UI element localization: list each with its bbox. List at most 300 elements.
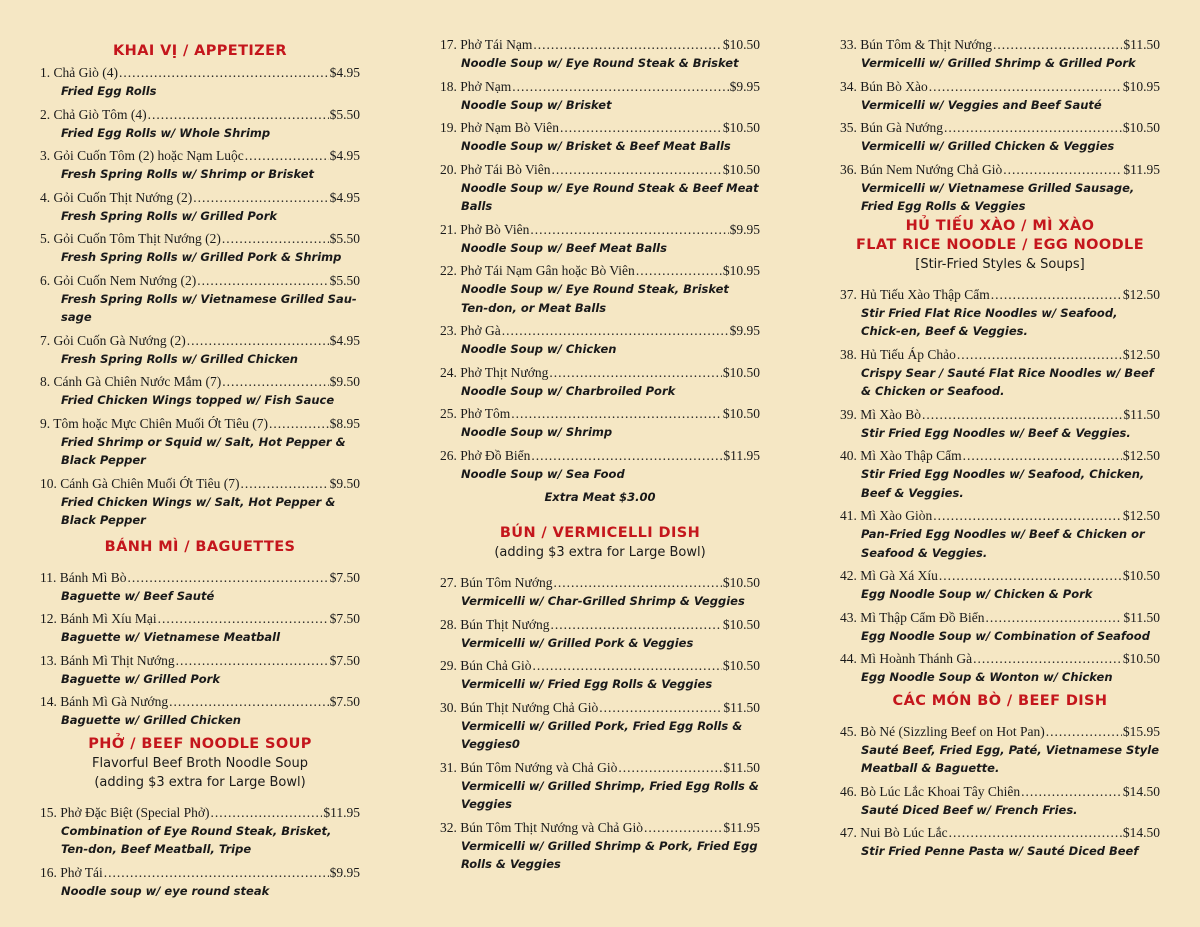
section-title-pho: PHỞ / BEEF NOODLE SOUP (88, 735, 312, 752)
menu-item-price: $11.95 (723, 819, 760, 835)
menu-item-name: 5. Gỏi Cuốn Tôm Thịt Nướng (2) (40, 231, 221, 246)
menu-item-line (40, 373, 360, 391)
menu-item-name: 33. Bún Tôm & Thịt Nướng (840, 37, 992, 52)
menu-item (40, 652, 360, 689)
menu-item (40, 106, 360, 143)
menu-item-line (40, 610, 360, 628)
menu-item (40, 693, 360, 730)
menu-item-line (40, 864, 360, 882)
menu-item-line (40, 332, 360, 350)
menu-item (40, 569, 360, 606)
menu-item-description: Fried Egg Rolls (61, 84, 157, 98)
menu-item (40, 272, 360, 327)
menu-item-description: Combination of Eye Round Steak, Brisket, Ten-don, Beef Meatball, Tripe (61, 823, 332, 856)
dot-leader (148, 106, 329, 124)
dot-leader (241, 475, 329, 493)
menu-item-name: 30. Bún Thịt Nướng Chả Giò (440, 699, 599, 715)
menu-item-price: $5.50 (329, 272, 360, 288)
menu-item-price: $12.50 (1122, 346, 1160, 362)
section-title-banh-mi: BÁNH MÌ / BAGUETTES (104, 538, 296, 555)
dot-leader (533, 657, 722, 675)
dot-leader (530, 221, 728, 239)
menu-item-line (840, 161, 1160, 179)
menu-item-description: Vermicelli w/ Grilled Shrimp & Grilled Pork (861, 56, 1136, 70)
menu-item (440, 699, 760, 754)
menu-item-price: $10.50 (722, 37, 760, 52)
menu-item-description: Fried Egg Rolls w/ Whole Shrimp (61, 125, 271, 140)
dot-leader (1003, 161, 1122, 179)
menu-item (840, 824, 1160, 861)
menu-item-line (40, 230, 360, 248)
menu-item-description: Sauté Beef, Fried Egg, Paté, Vietnamese Style Meatball & Baguette. (861, 742, 1160, 775)
menu-item-line (440, 819, 760, 837)
pho-large-bowl-note: (adding $3 extra for Large Bowl) (94, 774, 306, 790)
menu-item-description: Noodle Soup w/ Brisket & Beef Meat Balls (461, 139, 731, 153)
menu-item-name: 7. Gỏi Cuốn Gà Nướng (2) (40, 332, 186, 348)
noodle-styles-note: [Stir-Fried Styles & Soups] (915, 256, 1085, 272)
menu-item-price: $4.95 (329, 189, 360, 205)
menu-item-line (440, 119, 760, 137)
menu-item-price: $10.95 (722, 263, 760, 278)
menu-item (440, 574, 760, 611)
menu-item (840, 36, 1160, 73)
pho-list-part-1 (40, 804, 360, 901)
dot-leader (531, 447, 722, 465)
menu-item-name: 2. Chả Giò Tôm (4) (40, 106, 147, 122)
menu-item-price: $4.95 (329, 332, 360, 348)
menu-item-description: Fresh Spring Rolls w/ Vietnamese Grilled Sau-sage (61, 291, 357, 324)
menu-item-price: $10.50 (722, 120, 760, 135)
menu-item (840, 78, 1160, 115)
menu-item (440, 161, 760, 216)
pho-subtitle: Flavorful Beef Broth Noodle Soup (92, 755, 308, 771)
menu-item (840, 783, 1160, 820)
dot-leader (986, 609, 1123, 627)
menu-item-price: $7.50 (329, 569, 360, 585)
menu-item (40, 415, 360, 470)
dot-leader (158, 610, 329, 628)
menu-item-name: 20. Phở Tái Bò Viên (440, 161, 551, 177)
menu-item-description: Fresh Spring Rolls w/ Shrimp or Brisket (61, 167, 315, 181)
dot-leader (169, 693, 329, 711)
menu-item (440, 657, 760, 694)
menu-item-description: Vermicelli w/ Grilled Pork, Fried Egg Rolls & Veggies0 (461, 718, 743, 751)
menu-item-line (40, 569, 360, 587)
menu-item-name: 8. Cánh Gà Chiên Nước Mắm (7) (40, 374, 222, 389)
menu-item-description: Fresh Spring Rolls w/ Grilled Pork & Shrimp (61, 250, 342, 264)
menu-item-description: Vermicelli w/ Grilled Shrimp, Fried Egg Rolls & Veggies (461, 778, 759, 811)
menu-item-price: $11.50 (723, 759, 760, 775)
menu-item-description: Baguette w/ Grilled Pork (61, 671, 220, 686)
menu-column-3 (840, 36, 1160, 866)
menu-item-line (440, 447, 760, 465)
menu-item-name: 13. Bánh Mì Thịt Nướng (40, 652, 175, 668)
menu-item-line (440, 262, 760, 280)
menu-item (40, 64, 360, 101)
menu-item-description: Fried Chicken Wings topped w/ Fish Sauce (61, 393, 335, 407)
menu-item-line (840, 78, 1160, 96)
menu-item (40, 610, 360, 647)
dot-leader (549, 364, 722, 382)
menu-item (840, 650, 1160, 687)
menu-item (440, 262, 760, 317)
menu-item-price: $9.95 (729, 221, 760, 237)
menu-item-line (40, 64, 360, 82)
dot-leader (533, 36, 721, 54)
menu-item-name: 3. Gỏi Cuốn Tôm (2) hoặc Nạm Luộc (40, 148, 244, 163)
menu-item (40, 373, 360, 410)
menu-item-line (40, 106, 360, 124)
menu-item-price: $11.50 (1123, 406, 1160, 422)
menu-item-price: $12.50 (1122, 286, 1160, 302)
dot-leader (560, 119, 722, 137)
menu-item-name: 17. Phở Tái Nạm (440, 37, 533, 52)
section-title-appetizer: KHAI VỊ / APPETIZER (113, 43, 287, 59)
menu-item-name: 27. Bún Tôm Nướng (440, 575, 553, 590)
menu-item-name: 11. Bánh Mì Bò (40, 569, 127, 585)
dot-leader (939, 567, 1122, 585)
menu-item-description: Stir Fried Flat Rice Noodles w/ Seafood, Chick-en, Beef & Veggies. (861, 305, 1118, 338)
menu-item-name: 41. Mì Xào Giòn (840, 508, 933, 523)
menu-item-price: $10.50 (722, 658, 760, 673)
menu-item-line (840, 824, 1160, 842)
menu-item-description: Vermicelli w/ Fried Egg Rolls & Veggies (461, 677, 713, 691)
menu-item-line (440, 574, 760, 592)
menu-item-line (440, 36, 760, 54)
menu-item-name: 25. Phở Tôm (440, 406, 511, 421)
menu-item-name: 45. Bò Né (Sizzling Beef on Hot Pan) (840, 723, 1045, 739)
menu-item-price: $9.95 (329, 864, 360, 880)
menu-item-line (440, 322, 760, 340)
menu-item-price: $10.50 (722, 161, 760, 177)
menu-item-line (440, 699, 760, 717)
noodle-list (840, 286, 1160, 687)
menu-item (840, 723, 1160, 778)
dot-leader (553, 574, 721, 592)
menu-item-price: $8.95 (329, 415, 360, 431)
menu-item-name: 14. Bánh Mì Gà Nướng (40, 694, 169, 709)
dot-leader (245, 147, 329, 165)
menu-item-price: $11.95 (1123, 161, 1160, 177)
menu-item-description: Noodle Soup w/ Brisket (461, 97, 612, 112)
menu-item-name: 32. Bún Tôm Thịt Nướng và Chả Giò (440, 819, 643, 835)
menu-item-line (840, 507, 1160, 525)
menu-item-description: Noodle Soup w/ Chicken (461, 342, 617, 356)
menu-item-name: 19. Phở Nạm Bò Viên (440, 120, 559, 135)
menu-item-line (440, 616, 760, 634)
menu-item-line (40, 272, 360, 290)
menu-item-description: Egg Noodle Soup & Wonton w/ Chicken (861, 670, 1113, 684)
menu-item (840, 567, 1160, 604)
menu-item-price: $12.50 (1122, 448, 1160, 463)
dot-leader (957, 346, 1122, 364)
menu-item-name: 46. Bò Lúc Lắc Khoai Tây Chiên (840, 783, 1021, 799)
menu-item-price: $9.50 (329, 475, 360, 491)
section-title-bun: BÚN / VERMICELLI DISH (499, 525, 701, 541)
menu-item-description: Fresh Spring Rolls w/ Grilled Chicken (61, 351, 298, 366)
menu-item (840, 609, 1160, 646)
dot-leader (933, 507, 1122, 525)
menu-item-line (40, 693, 360, 711)
menu-item-description: Stir Fried Penne Pasta w/ Sauté Diced Beef (861, 844, 1139, 858)
menu-item-line (440, 78, 760, 96)
menu-item-description: Pan-Fried Egg Noodles w/ Beef & Chicken or Seafood & Veggies. (861, 527, 1145, 560)
menu-item-line (840, 609, 1160, 627)
dot-leader (963, 447, 1122, 465)
menu-item-name: 44. Mì Hoành Thánh Gà (840, 651, 973, 666)
menu-item (840, 507, 1160, 562)
menu-column-2 (440, 36, 760, 879)
menu-item (440, 759, 760, 814)
dot-leader (973, 650, 1122, 668)
menu-item-line (840, 723, 1160, 741)
dot-leader (193, 189, 328, 207)
menu-item-description: Noodle Soup w/ Beef Meat Balls (461, 240, 667, 255)
section-title-noodle: FLAT RICE NOODLE / EGG NOODLE (855, 236, 1145, 253)
dot-leader (176, 652, 329, 670)
menu-item-description: Noodle Soup w/ Charbroiled Pork (461, 383, 676, 398)
menu-item-price: $15.95 (1122, 723, 1160, 739)
menu-item-name: 23. Phở Gà (440, 323, 501, 338)
menu-item (440, 322, 760, 359)
menu-item (440, 819, 760, 874)
menu-item-description: Vermicelli w/ Grilled Chicken & Veggies (861, 139, 1115, 153)
menu-item-description: Crispy Sear / Sauté Flat Rice Noodles w/ Beef & Chicken or Seafood. (861, 365, 1154, 398)
dot-leader (949, 824, 1122, 842)
menu-item-name: 36. Bún Nem Nướng Chả Giò (840, 161, 1003, 177)
menu-item-name: 31. Bún Tôm Nướng và Chả Giò (440, 759, 618, 775)
menu-item-description: Baguette w/ Grilled Chicken (61, 713, 241, 727)
menu-item-price: $10.50 (722, 616, 760, 632)
menu-item-line (840, 783, 1160, 801)
menu-item-price: $14.50 (1122, 825, 1160, 840)
dot-leader (944, 119, 1122, 137)
dot-leader (991, 286, 1122, 304)
dot-leader (618, 759, 722, 777)
menu-item-name: 28. Bún Thịt Nướng (440, 616, 550, 632)
menu-item-price: $11.50 (1123, 609, 1160, 625)
menu-item-price: $9.95 (729, 78, 760, 94)
menu-column-1 (40, 42, 360, 905)
menu-item-line (440, 221, 760, 239)
menu-item-price: $14.50 (1122, 783, 1160, 799)
menu-item-line (40, 804, 360, 822)
menu-item-name: 21. Phở Bò Viên (440, 221, 530, 237)
menu-item-price: $9.95 (729, 323, 760, 338)
dot-leader (128, 569, 329, 587)
menu-item-line (40, 475, 360, 493)
menu-item (840, 161, 1160, 216)
menu-item-line (40, 652, 360, 670)
dot-leader (1021, 783, 1122, 801)
dot-leader (644, 819, 722, 837)
menu-item (40, 475, 360, 530)
menu-item (840, 406, 1160, 443)
menu-item (840, 447, 1160, 502)
beef-list (840, 723, 1160, 861)
menu-item (840, 119, 1160, 156)
menu-item-name: 18. Phở Nạm (440, 78, 512, 94)
menu-item-line (40, 415, 360, 433)
menu-item-line (840, 119, 1160, 137)
menu-item-description: Noodle Soup w/ Sea Food (461, 466, 625, 481)
appetizer-list (40, 64, 360, 530)
menu-item-description: Vermicelli w/ Veggies and Beef Sauté (861, 97, 1102, 112)
menu-item-description: Fresh Spring Rolls w/ Grilled Pork (61, 208, 278, 223)
extra-meat-note: Extra Meat $3.00 (544, 490, 656, 504)
dot-leader (551, 161, 721, 179)
menu-item-line (440, 759, 760, 777)
section-title-hu-tieu: HỦ TIẾU XÀO / MÌ XÀO (905, 217, 1095, 234)
menu-item-name: 43. Mì Thập Cẩm Đồ Biển (840, 609, 985, 625)
menu-item-name: 24. Phở Thịt Nướng (440, 364, 549, 380)
pho-list-part-2 (440, 36, 760, 483)
menu-item-price: $10.95 (1122, 78, 1160, 94)
menu-item-line (40, 147, 360, 165)
menu-item-price: $10.50 (722, 406, 760, 421)
dot-leader (550, 616, 721, 634)
dot-leader (1046, 723, 1122, 741)
bun-list-part-1 (440, 574, 760, 874)
menu-item-price: $4.95 (329, 148, 360, 163)
dot-leader (599, 699, 722, 717)
menu-item-line (440, 161, 760, 179)
dot-leader (929, 78, 1122, 96)
menu-item-description: Sauté Diced Beef w/ French Fries. (861, 802, 1078, 817)
menu-item-price: $7.50 (329, 611, 360, 626)
bun-list-part-2 (840, 36, 1160, 216)
menu-item (440, 405, 760, 442)
menu-item (440, 119, 760, 156)
menu-item-line (840, 346, 1160, 364)
menu-item-name: 6. Gỏi Cuốn Nem Nướng (2) (40, 272, 197, 288)
menu-item-price: $12.50 (1122, 508, 1160, 523)
menu-item (840, 286, 1160, 341)
menu-item (40, 332, 360, 369)
menu-item-description: Noodle Soup w/ Shrimp (461, 425, 613, 439)
menu-item (440, 364, 760, 401)
menu-item-price: $9.50 (329, 374, 360, 389)
dot-leader (119, 64, 329, 82)
dot-leader (269, 415, 329, 433)
menu-item (40, 230, 360, 267)
dot-leader (222, 230, 329, 248)
menu-item-price: $11.50 (723, 699, 760, 715)
menu-item-description: Stir Fried Egg Noodles w/ Beef & Veggies. (861, 425, 1131, 440)
menu-item-line (840, 286, 1160, 304)
bun-large-bowl-note: (adding $3 extra for Large Bowl) (494, 545, 706, 560)
menu-item-description: Baguette w/ Beef Sauté (61, 588, 215, 603)
menu-item-line (440, 657, 760, 675)
menu-item-price: $11.95 (323, 804, 360, 820)
menu-item (440, 616, 760, 653)
banh-mi-list (40, 569, 360, 730)
menu-item-name: 15. Phở Đặc Biệt (Special Phở) (40, 804, 210, 820)
menu-item-name: 1. Chả Giò (4) (40, 65, 118, 80)
menu-item-price: $11.50 (1123, 37, 1160, 52)
menu-item (40, 864, 360, 901)
menu-item (840, 346, 1160, 401)
menu-item-description: Fried Chicken Wings w/ Salt, Hot Pepper & Black Pepper (61, 494, 336, 527)
menu-item-line (440, 364, 760, 382)
menu-item-price: $11.95 (723, 447, 760, 463)
dot-leader (512, 78, 728, 96)
dot-leader (502, 322, 729, 340)
menu-item-line (840, 567, 1160, 585)
menu-item-line (440, 405, 760, 423)
menu-item-price: $10.50 (1122, 120, 1160, 135)
dot-leader (222, 373, 328, 391)
dot-leader (511, 405, 722, 423)
menu-item-name: 35. Bún Gà Nướng (840, 120, 943, 135)
menu-item-name: 38. Hủ Tiếu Áp Chảo (840, 346, 956, 362)
menu-item-description: Vermicelli w/ Vietnamese Grilled Sausage, Fried Egg Rolls & Veggies (861, 180, 1135, 213)
menu-item-line (40, 189, 360, 207)
menu-item-description: Egg Noodle Soup w/ Chicken & Pork (861, 587, 1093, 601)
menu-item (440, 78, 760, 115)
menu-item-description: Stir Fried Egg Noodles w/ Seafood, Chicken, Beef & Veggies. (861, 467, 1145, 500)
menu-item-name: 9. Tôm hoặc Mực Chiên Muối Ớt Tiêu (7) (40, 415, 268, 431)
menu-item-description: Vermicelli w/ Char-Grilled Shrimp & Veggies (461, 594, 745, 608)
menu-item (40, 804, 360, 859)
menu-item (440, 447, 760, 484)
dot-leader (211, 804, 323, 822)
menu-item-name: 26. Phở Đồ Biển (440, 447, 531, 463)
menu-item (440, 36, 760, 73)
menu-item-price: $7.50 (329, 652, 360, 668)
menu-item-price: $10.50 (722, 575, 760, 590)
menu-item-name: 12. Bánh Mì Xíu Mại (40, 611, 157, 626)
menu-item-name: 22. Phở Tái Nạm Gân hoặc Bò Viên (440, 263, 635, 278)
dot-leader (104, 864, 329, 882)
menu-item-price: $4.95 (329, 65, 360, 80)
menu-item-name: 34. Bún Bò Xào (840, 78, 928, 94)
menu-item-description: Noodle Soup w/ Eye Round Steak & Brisket (461, 56, 739, 70)
menu-item-name: 4. Gỏi Cuốn Thịt Nướng (2) (40, 189, 193, 205)
menu-item-line (840, 650, 1160, 668)
menu-item-description: Vermicelli w/ Grilled Shrimp & Pork, Fried Egg Rolls & Veggies (461, 838, 758, 871)
menu-item-price: $5.50 (329, 106, 360, 122)
menu-item-description: Noodle Soup w/ Eye Round Steak, Brisket Ten-don, or Meat Balls (461, 282, 729, 315)
menu-item-price: $5.50 (329, 231, 360, 246)
menu-item-name: 40. Mì Xào Thập Cẩm (840, 448, 962, 463)
dot-leader (197, 272, 328, 290)
section-title-beef: CÁC MÓN BÒ / BEEF DISH (892, 692, 1108, 709)
dot-leader (636, 262, 722, 280)
dot-leader (993, 36, 1122, 54)
menu-item-price: $7.50 (329, 694, 360, 709)
menu-item-description: Vermicelli w/ Grilled Pork & Veggies (461, 635, 694, 650)
menu-item-description: Fried Shrimp or Squid w/ Salt, Hot Pepper & Black Pepper (61, 434, 346, 467)
dot-leader (187, 332, 329, 350)
menu-item (40, 189, 360, 226)
menu-item-price: $10.50 (1122, 651, 1160, 666)
menu-item-line (840, 406, 1160, 424)
menu-item-price: $10.50 (1122, 568, 1160, 583)
menu-item-name: 47. Nui Bò Lúc Lắc (840, 825, 948, 840)
menu-item-description: Noodle Soup w/ Eye Round Steak & Beef Meat Balls (461, 180, 759, 213)
menu-item-description: Egg Noodle Soup w/ Combination of Seafood (861, 628, 1150, 643)
menu-item-description: Baguette w/ Vietnamese Meatball (61, 630, 281, 644)
menu-item-line (840, 36, 1160, 54)
menu-item (440, 221, 760, 258)
menu-item-name: 10. Cánh Gà Chiên Muối Ớt Tiêu (7) (40, 475, 240, 491)
menu-item-name: 29. Bún Chả Giò (440, 658, 532, 673)
menu-item-name: 16. Phở Tái (40, 864, 103, 880)
menu-item-line (840, 447, 1160, 465)
menu-item (40, 147, 360, 184)
dot-leader (922, 406, 1122, 424)
